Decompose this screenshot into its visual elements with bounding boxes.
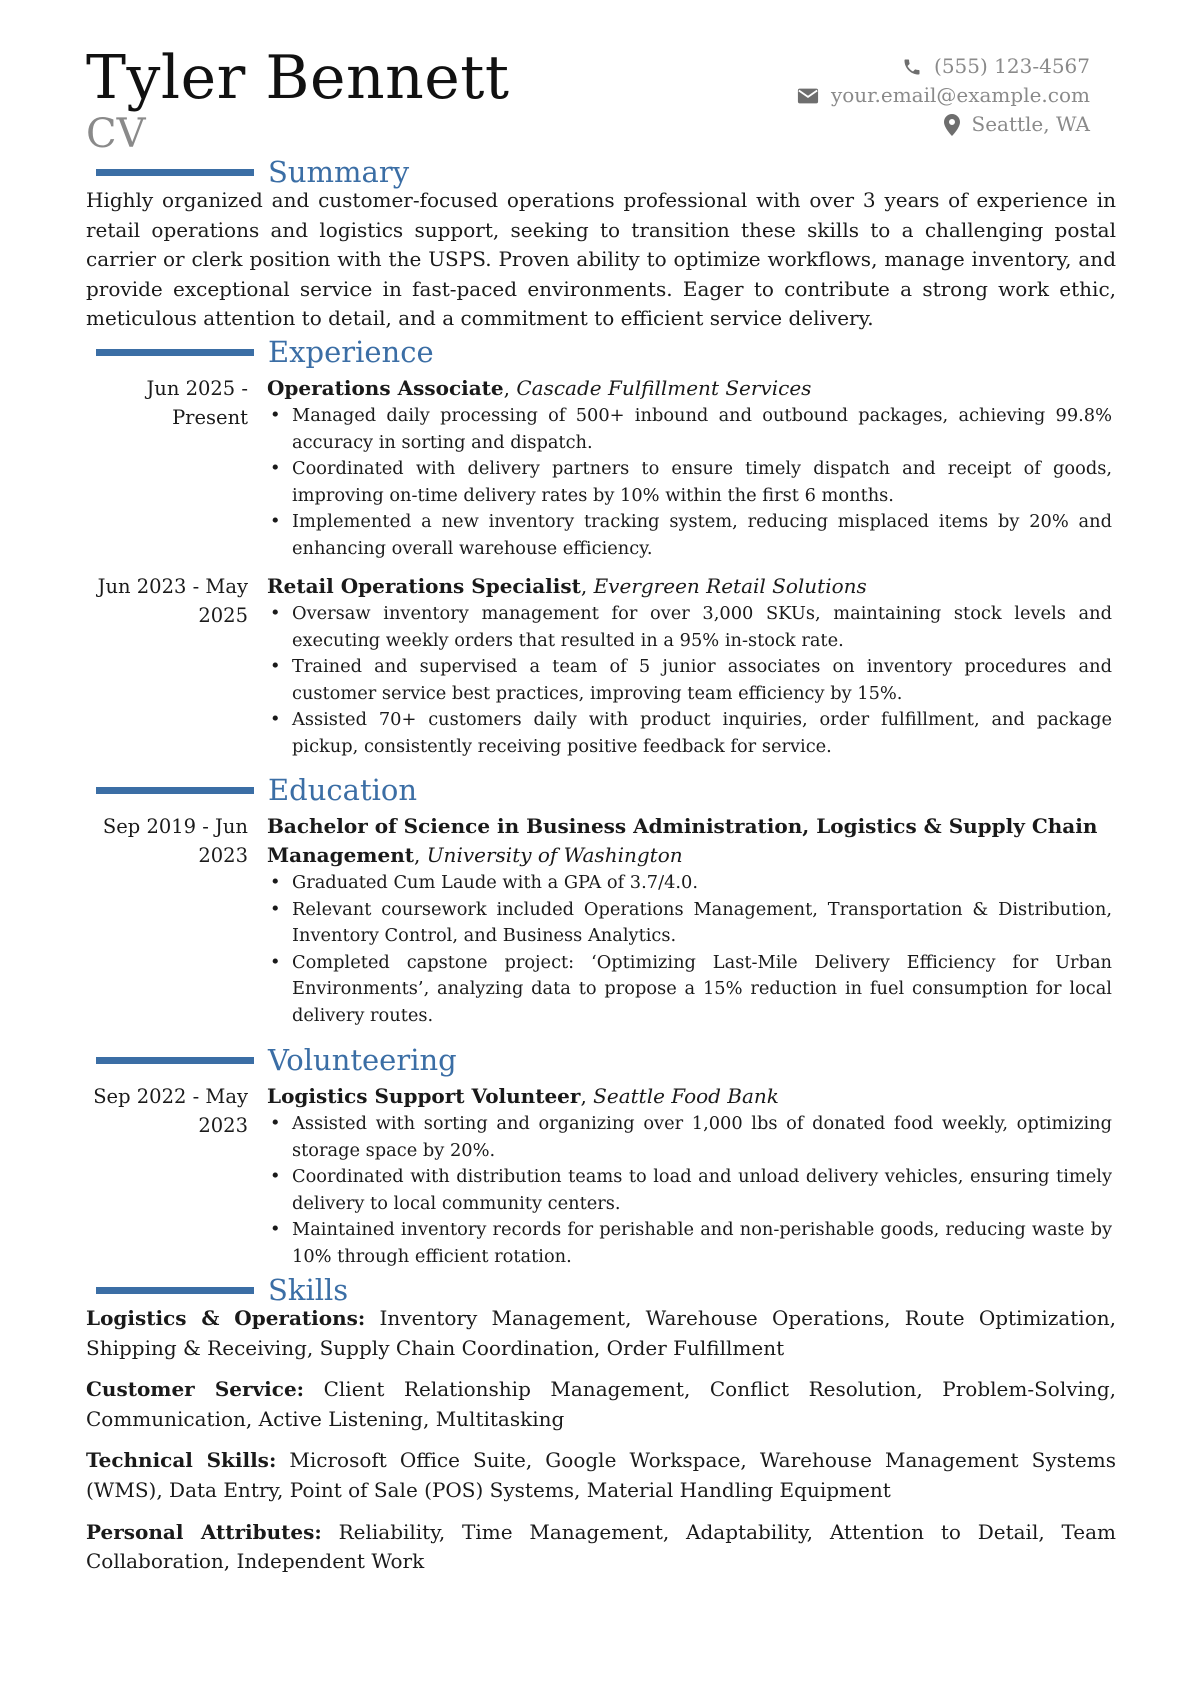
list-item: • Completed capstone project: ‘Optimizing Last-Mile Delivery Efficiency for Urban Environments’, analyzing data to propose a 15% reduction in fuel consumption for local delivery routes. — [292, 950, 1112, 1030]
phone-text[interactable]: (555) 123-4567 — [934, 54, 1090, 78]
envelope-icon — [797, 87, 819, 105]
entry-organization: University of Washington — [426, 843, 683, 867]
entry-heading: Logistics Support Volunteer, Seattle Food Bank — [267, 1084, 779, 1108]
skill-items: Microsoft Office Suite, Google Workspace, Warehouse Management Systems (WMS), Data Entry, Point of Sale (POS) Systems, Material Handling Equipment — [86, 1448, 1116, 1502]
section-title-skills: Skills — [268, 1273, 349, 1307]
candidate-name: Tyler Bennett — [86, 43, 510, 113]
skill-category: Logistics & Operations: — [86, 1306, 366, 1330]
skill-category: Customer Service: — [86, 1377, 305, 1402]
entry-organization: Cascade Fulfillment Services — [516, 376, 812, 400]
entry-date: Jun 2023 - May 2025 — [97, 575, 248, 627]
section-header-volunteering — [96, 1040, 457, 1080]
entry-heading: Bachelor of Science in Business Administration, Logistics & Supply Chain Management, University of Washington — [267, 814, 1098, 867]
skill-row — [86, 1518, 1116, 1577]
section-title-experience: Experience — [268, 335, 434, 369]
list-item: • Assisted 70+ customers daily with product inquiries, order fulfillment, and package pickup, consistently receiving positive feedback for service. — [292, 707, 1112, 760]
entry-role: Operations Associate — [267, 376, 504, 400]
skill-row — [86, 1375, 1116, 1434]
section-header-experience — [96, 332, 434, 372]
list-item: • Oversaw inventory management for over 3,000 SKUs, maintaining stock levels and executing weekly orders that resulted in a 95% in-stock rate. — [292, 601, 1112, 654]
email-link[interactable]: your.email@example.com — [830, 83, 1090, 107]
map-pin-icon — [944, 114, 960, 136]
list-item: • Managed daily processing of 500+ inbound and outbound packages, achieving 99.8% accuracy in sorting and dispatch. — [292, 403, 1112, 456]
skill-row — [86, 1446, 1116, 1505]
phone-icon — [902, 57, 922, 77]
entry-date: Sep 2022 - May 2023 — [93, 1085, 248, 1137]
contact-block — [797, 52, 1090, 139]
entry-body — [267, 374, 1112, 563]
summary-text: Highly organized and customer-focused operations professional with over 3 years of experience in retail operations and logistics support, seeking to transition these skills to a challenging postal carrier or clerk position with the USPS. Proven ability to optimize workflows, manage inventory, and provide exceptional service in fast-paced environments. Eager to contribute a strong work ethic, meticulous attention to detail, and a commitment to efficient service delivery. — [86, 188, 1116, 331]
location-text: Seattle, WA — [971, 112, 1090, 136]
list-item: • Coordinated with delivery partners to ensure timely dispatch and receipt of goods, improving on-time delivery rates by 10% within the first 6 months. — [292, 456, 1112, 509]
list-item: • Coordinated with distribution teams to load and unload delivery vehicles, ensuring timely delivery to local community centers. — [292, 1164, 1112, 1217]
entry-date: Jun 2025 - Present — [146, 377, 248, 429]
skill-items: Client Relationship Management, Conflict Resolution, Problem-Solving, Communication, Active Listening, Multitasking — [86, 1377, 1116, 1431]
contact-email — [797, 81, 1090, 110]
list-item: • Relevant coursework included Operations Management, Transportation & Distribution, Inventory Control, and Business Analytics. — [292, 897, 1112, 950]
list-item: • Implemented a new inventory tracking system, reducing misplaced items by 20% and enhancing overall warehouse efficiency. — [292, 509, 1112, 562]
section-title-volunteering: Volunteering — [268, 1043, 457, 1077]
section-header-education — [96, 770, 417, 810]
document-subtitle: CV — [86, 111, 146, 157]
section-title-education: Education — [268, 773, 418, 807]
section-accent-bar — [96, 1287, 254, 1294]
section-accent-bar — [96, 1057, 254, 1064]
skill-items: Inventory Management, Warehouse Operations, Route Optimization, Shipping & Receiving, Supply Chain Coordination, Order Fulfillment — [86, 1306, 1116, 1360]
entry-bullets — [267, 403, 1112, 563]
entry-role: Logistics Support Volunteer — [267, 1084, 581, 1108]
skills-list — [86, 1304, 1116, 1589]
skill-row — [86, 1304, 1116, 1363]
entry-body — [267, 1082, 1112, 1271]
entry-date: Sep 2019 - Jun 2023 — [102, 815, 248, 867]
list-item: • Graduated Cum Laude with a GPA of 3.7/4.0. — [292, 870, 1112, 897]
list-item: • Assisted with sorting and organizing over 1,000 lbs of donated food weekly, optimizing storage space by 20%. — [292, 1111, 1112, 1164]
entry-role: Retail Operations Specialist — [267, 574, 581, 598]
entry-organization: Seattle Food Bank — [593, 1084, 779, 1108]
entry-bullets — [267, 1111, 1112, 1271]
section-accent-bar — [96, 349, 254, 356]
list-item: • Trained and supervised a team of 5 junior associates on inventory procedures and customer service best practices, improving team efficiency by 15%. — [292, 654, 1112, 707]
entry-heading: Operations Associate, Cascade Fulfillment Services — [267, 376, 812, 400]
section-accent-bar — [96, 169, 254, 176]
skill-category: Technical Skills: — [86, 1448, 277, 1473]
entry-body — [267, 572, 1112, 761]
contact-location — [797, 110, 1090, 139]
entry-bullets — [267, 601, 1112, 761]
skill-items: Reliability, Time Management, Adaptability, Attention to Detail, Team Collaboration, Independent Work — [86, 1519, 1117, 1574]
entry-role: Bachelor of Science in Business Administration, Logistics & Supply Chain Management — [267, 814, 1098, 867]
skill-category: Personal Attributes: — [86, 1519, 322, 1544]
entry-organization: Evergreen Retail Solutions — [593, 574, 867, 598]
entry-body — [267, 812, 1112, 1030]
contact-phone — [797, 52, 1090, 81]
entry-bullets — [267, 870, 1112, 1030]
list-item: • Maintained inventory records for perishable and non-perishable goods, reducing waste by 10% through efficient rotation. — [292, 1217, 1112, 1270]
section-title-summary: Summary — [268, 155, 410, 189]
entry-heading: Retail Operations Specialist, Evergreen Retail Solutions — [267, 574, 867, 598]
section-accent-bar — [96, 787, 254, 794]
